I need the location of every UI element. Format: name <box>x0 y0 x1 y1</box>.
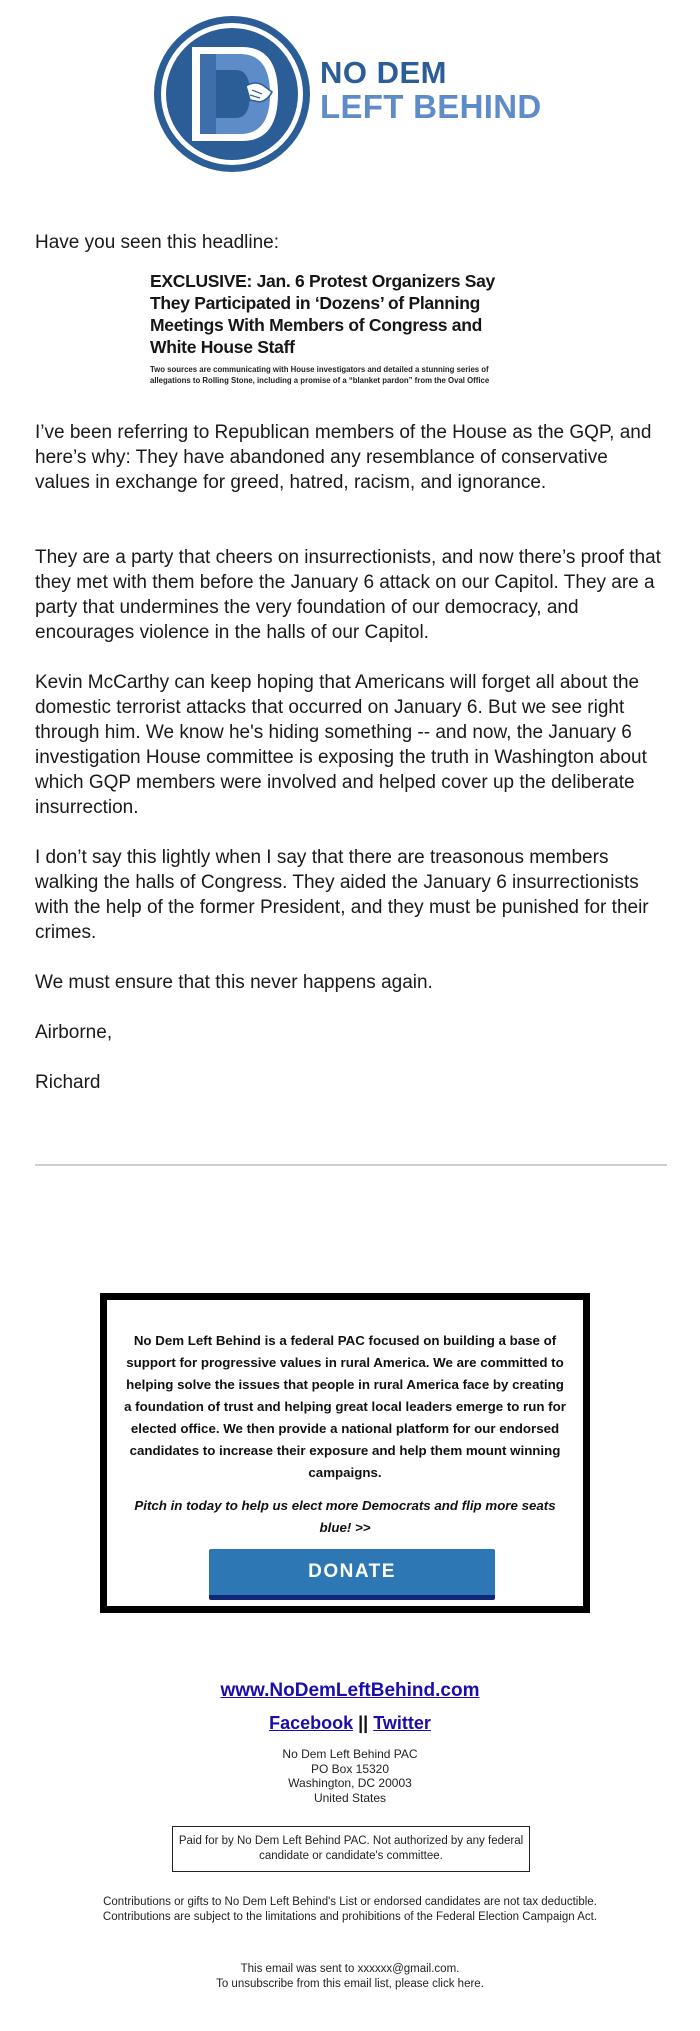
headline-subtitle <box>150 364 550 386</box>
paragraph-1 <box>35 420 667 495</box>
headline-title-line: They Participated in ‘Dozens’ of Planning <box>150 293 480 313</box>
address-line: PO Box 15320 <box>310 1761 390 1776</box>
facebook-link[interactable]: Facebook <box>269 1713 354 1733</box>
logo-line-1: NO DEM <box>320 55 447 90</box>
headline-title-line: EXCLUSIVE: Jan. 6 Protest Organizers Say <box>150 271 495 291</box>
logo[interactable] <box>150 14 550 174</box>
paragraph-3 <box>35 670 667 820</box>
headline-title <box>150 270 550 358</box>
address-line: Washington, DC 20003 <box>288 1776 412 1790</box>
intro-text <box>35 230 667 255</box>
address-line: No Dem Left Behind PAC <box>282 1747 418 1761</box>
disclaimer-line: Contributions or gifts to No Dem Left Behind's List or endorsed candidates are not tax deductible. <box>103 1896 597 1908</box>
signoff-text: Airborne, <box>35 1022 113 1043</box>
paragraph-text: I’ve been referring to Republican members of the House as the GQP, and here’s why: They have abandoned any resemblance of conservative values in exchange for greed, hatred, racism, and ignorance. <box>35 422 652 493</box>
paragraph-4 <box>35 845 667 945</box>
headline-image <box>150 270 550 395</box>
twitter-link[interactable]: Twitter <box>373 1713 431 1733</box>
contribution-disclaimer <box>0 1895 700 1925</box>
signoff <box>35 1020 667 1045</box>
paragraph-2 <box>35 545 667 645</box>
paragraph-text: Kevin McCarthy can keep hoping that Americans will forget all about the domestic terrorist attacks that occurred on January 6. But we see right through him. We know he's hiding something -- and now, the January 6 investigation House committee is exposing the truth in Washington about which GQP members were involved and helped cover up the deliberate insurrection. <box>35 672 647 818</box>
pac-info-box <box>100 1293 590 1613</box>
logo-d-emblem-icon <box>150 14 314 174</box>
paragraph-text: I don’t say this lightly when I say that there are treasonous members walking the halls of Congress. They aided the January 6 insurrectionists with the help of the former President, and they must be punished for their crimes. <box>35 847 649 943</box>
website-link-row <box>0 1680 700 1702</box>
pac-pitch[interactable]: Pitch in today to help us elect more Democrats and flip more seats blue! >> <box>134 1498 556 1535</box>
paid-for-disclaimer: Paid for by No Dem Left Behind PAC. Not authorized by any federal candidate or candidate's committee. <box>172 1826 530 1872</box>
intro-line: Have you seen this headline: <box>35 232 279 253</box>
signature-text: Richard <box>35 1072 101 1093</box>
social-links <box>0 1713 700 1734</box>
sent-to-line: This email was sent to xxxxxx@gmail.com. <box>240 1963 460 1975</box>
headline-title-line: Meetings With Members of Congress and <box>150 315 482 335</box>
logo-line-2: LEFT BEHIND <box>320 88 542 125</box>
donate-button[interactable]: DONATE <box>209 1549 495 1600</box>
address-line: United States <box>313 1790 387 1805</box>
paragraph-5 <box>35 970 667 995</box>
signature <box>35 1070 667 1095</box>
headline-subtitle-line: Two sources are communicating with House investigators and detailed a stunning series of <box>150 365 489 374</box>
paragraph-text: They are a party that cheers on insurrectionists, and now there’s proof that they met with them before the January 6 attack on our Capitol. They are a party that undermines the very foundation of our democracy, and encourages violence in the halls of our Capitol. <box>35 547 661 643</box>
unsubscribe-link[interactable]: To unsubscribe from this email list, please click here. <box>216 1978 484 1990</box>
paragraph-text: We must ensure that this never happens again. <box>35 972 433 993</box>
divider <box>35 1164 667 1166</box>
pac-description: No Dem Left Behind is a federal PAC focused on building a base of support for progressive values in rural America. We are committed to helping solve the issues that people in rural America face by creating a foundation of trust and helping great local leaders emerge to run for elected office. We then provide a national platform for our endorsed candidates to increase their exposure and help them mount winning campaigns. <box>124 1333 566 1480</box>
headline-title-line: White House Staff <box>150 337 295 357</box>
social-separator: || <box>358 1713 369 1733</box>
mailing-address <box>0 1747 700 1805</box>
logo-wordmark <box>320 56 541 124</box>
headline-subtitle-line: allegations to Rolling Stone, including a promise of a “blanket pardon” from the Oval Office <box>150 376 490 385</box>
email-sent-note <box>0 1962 700 1992</box>
website-link[interactable]: www.NoDemLeftBehind.com <box>220 1680 480 1701</box>
disclaimer-line: Contributions are subject to the limitations and prohibitions of the Federal Election Campaign Act. <box>102 1911 598 1923</box>
